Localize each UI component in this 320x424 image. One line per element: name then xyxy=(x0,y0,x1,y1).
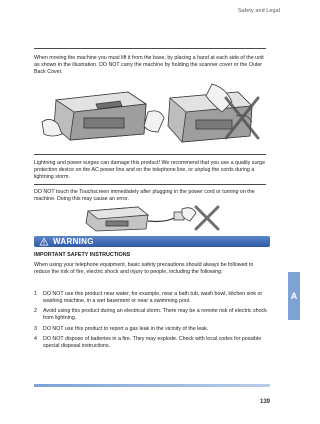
list-item xyxy=(34,336,270,350)
list-item-number: 4 xyxy=(34,336,37,343)
lifting-drawing xyxy=(36,82,264,148)
running-header: Safety and Legal xyxy=(237,8,280,14)
warning-banner xyxy=(34,236,270,247)
section-divider xyxy=(34,154,266,155)
list-item-text: DO NOT dispose of batteries in a fire. They may explode. Check with local codes for possible special disposal instructions. xyxy=(43,336,262,350)
warning-icon xyxy=(39,237,49,246)
safety-list xyxy=(34,291,270,353)
list-item xyxy=(34,291,270,305)
list-item xyxy=(34,326,270,333)
safety-intro: When using your telephone equipment, basic safety precautions should always be followed to reduce the risk of fire, electric shock and injury to people, including the following: xyxy=(34,262,254,276)
touchscreen-notice: DO NOT touch the Touchscreen immediately after plugging in the power cord or turning on the machine. Doing this may cause an error. xyxy=(34,189,255,203)
lightning-notice: Lightning and power surges can damage this product! We recommend that you use a quality surge protection device on the AC power line and on the telephone line, or unplug the cords during a lightning storm. xyxy=(34,160,266,181)
list-item-number: 2 xyxy=(34,308,37,315)
list-item-text: Avoid using this product during an electrical storm. There may be a remote risk of electric shock from lightning. xyxy=(43,308,267,322)
section-divider xyxy=(34,184,266,185)
list-item-text: DO NOT use this product near water, for example, near a bath tub, wash bowl, kitchen sink or washing machine, in a wet basement or near a swimming pool. xyxy=(43,291,263,305)
power-cord-drawing xyxy=(78,203,228,233)
list-item-text: DO NOT use this product to report a gas leak in the vicinity of the leak. xyxy=(43,325,209,332)
warning-title: WARNING xyxy=(53,237,94,246)
appendix-tab xyxy=(288,272,300,320)
page-number: 139 xyxy=(259,399,270,405)
appendix-tab-label: A xyxy=(290,291,298,301)
list-item-number: 1 xyxy=(34,291,37,297)
list-item xyxy=(34,308,270,322)
section-divider xyxy=(34,48,266,49)
moving-instructions: When moving the machine you must lift it from the base, by placing a hand at each side of the unit as shown in the illustration. DO NOT carry the machine by holding the scanner cover or the Outer Back Cover. xyxy=(34,55,264,76)
lifting-illustration xyxy=(36,82,264,148)
safety-heading: IMPORTANT SAFETY INSTRUCTIONS xyxy=(34,252,131,258)
footer-bar xyxy=(34,384,270,387)
list-item-number: 3 xyxy=(34,325,37,332)
power-cord-illustration xyxy=(78,203,228,233)
